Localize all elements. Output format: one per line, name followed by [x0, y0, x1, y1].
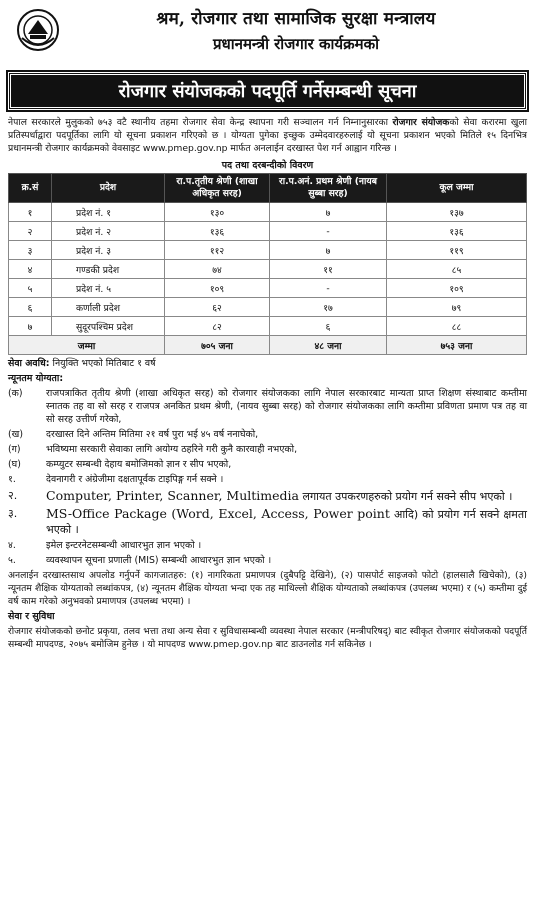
computer-skill-key: २. [8, 489, 18, 502]
table-row [9, 260, 527, 279]
computer-skill-desc: आदि) को प्रयोग गर्न सक्ने क्षमता भएको । [46, 508, 527, 536]
qualification-key: (क) [8, 388, 23, 399]
intro-bold: रोजगार संयोजक [392, 117, 450, 128]
computer-skill-key: १. [8, 474, 16, 485]
table-header-row [9, 174, 527, 203]
service-period [8, 357, 527, 370]
qualification-item [8, 428, 527, 441]
computer-skill-key: ३. [8, 507, 18, 520]
computer-skill-english: MS-Office Package (Word, Excel, Access, Power point [46, 506, 390, 521]
program-title: प्रधानमन्त्री रोजगार कार्यक्रमको [212, 35, 380, 53]
computer-skill-item [8, 539, 527, 552]
col-header-sn: क्र.सं [9, 174, 52, 203]
cell-total: ८८ [387, 317, 527, 336]
intro-paragraph [8, 116, 527, 155]
qualification-text: कम्प्युटर सम्बन्धी देहाय बमोजिमको ज्ञान र सीप भएको, [46, 459, 232, 470]
qualification-key: (ख) [8, 429, 23, 440]
total-all: ७५३ जना [387, 336, 527, 355]
qualification-text: राजपत्राकित तृतीय श्रेणी (शाखा अधिकृत सरह) को रोजगार संयोजकका लागि नेपाल सरकारबाट मान्यता प्राप्त शिक्षण संस्थाबाट कम्तीमा स्नातक तह वा सो सरह र राजपत्र अनकित प्रथम श्रेणी, (नायव सुब्बा सरह) को रोजगार संयोजकका लागि कम्तीमा प्रविणता प्रमाण पत्र तह वा सो सरह उत्तीर्ण गरेको, [46, 388, 527, 425]
computer-skill-desc: इमेल इन्टरनेटसम्बन्धी आधारभुत ज्ञान भएको । [46, 540, 202, 551]
cell-province: प्रदेश नं. २ [52, 222, 165, 241]
qualification-item [8, 443, 527, 456]
computer-skill-text [46, 539, 527, 552]
qualification-item [8, 387, 527, 426]
qualification-text: दरखास्त दिने अन्तिम मितिमा २१ वर्ष पुरा भई ४५ वर्ष ननाघेको, [46, 429, 259, 440]
computer-skill-item [8, 473, 527, 486]
cell-subba: ६ [270, 317, 387, 336]
government-emblem-icon [16, 8, 60, 52]
cell-subba: ११ [270, 260, 387, 279]
computer-skill-item [8, 506, 527, 537]
computer-skill-english: (MIS) [134, 555, 159, 566]
cell-sn: ७ [9, 317, 52, 336]
posts-table [8, 173, 527, 355]
cell-officer: १३० [165, 203, 270, 222]
cell-province: प्रदेश नं. १ [52, 203, 165, 222]
computer-skill-desc: देवनागरी र अंग्रेजीमा दक्षतापूर्वक टाइपिङ्ग गर्न सक्ने । [46, 474, 224, 485]
ministry-title: श्रम, रोजगार तथा सामाजिक सुरक्षा मन्त्रालय [156, 9, 436, 29]
cell-total: ८५ [387, 260, 527, 279]
cell-officer: १३६ [165, 222, 270, 241]
cell-subba: - [270, 279, 387, 298]
cell-sn: ६ [9, 298, 52, 317]
table-row [9, 298, 527, 317]
services-paragraph: रोजगार संयोजकको छनोट प्रकृया, तलव भत्ता तथा अन्य सेवा र सुविधासम्बन्धी व्यवस्था नेपाल सरकार (मन्त्रीपरिषद्) बाट स्वीकृत रोजगार संयोजकको पदपूर्ति सम्बन्धी मापदण्ड, २०७५ बमोजिम हुनेछ । यो मापदण्ड www.pmep.gov.np बाट डाउनलोड गर्न सकिनेछ । [8, 626, 527, 650]
cell-province: कर्णाली प्रदेश [52, 298, 165, 317]
computer-skill-desc: लगायत उपकरणहरुको प्रयोग गर्न सक्ने सीप भएको । [299, 490, 513, 503]
cell-subba: ७ [270, 241, 387, 260]
cell-sn: ५ [9, 279, 52, 298]
col-header-total: कूल जम्मा [387, 174, 527, 203]
qualification-heading-text: न्यूनतम योग्यता: [8, 373, 64, 384]
cell-officer: ८२ [165, 317, 270, 336]
services-heading-text: सेवा र सुविधा [8, 611, 55, 622]
qualification-heading [8, 372, 527, 385]
cell-subba: १७ [270, 298, 387, 317]
computer-skill-key: ४. [8, 540, 16, 551]
notice-banner: रोजगार संयोजकको पदपूर्ति गर्नेसम्बन्धी सूचना [8, 72, 527, 110]
cell-officer: ७४ [165, 260, 270, 279]
computer-skill-text [46, 488, 527, 504]
computer-skill-prefix: व्यवस्थापन सूचना प्रणाली [46, 555, 135, 566]
cell-subba: ७ [270, 203, 387, 222]
service-period-text: नियुक्ति भएको मितिबाट १ वर्ष [49, 358, 156, 369]
table-title: पद तथा दरबन्दीको विवरण [221, 160, 314, 171]
cell-officer: ६२ [165, 298, 270, 317]
computer-skill-text [46, 473, 527, 486]
cell-sn: ३ [9, 241, 52, 260]
qualification-key: (घ) [8, 459, 21, 470]
total-subba: ४८ जना [270, 336, 387, 355]
qualification-item [8, 458, 527, 471]
computer-skill-desc: सम्बन्धी आधारभुत ज्ञान भएको । [158, 555, 272, 566]
table-row [9, 241, 527, 260]
col-header-province: प्रदेश [52, 174, 165, 203]
services-heading [8, 610, 527, 623]
computer-skill-item [8, 488, 527, 504]
col-header-subba: रा.प.अनं. प्रथम श्रेणी (नायब सुब्बा सरह) [270, 174, 387, 203]
qualification-key: (ग) [8, 444, 21, 455]
cell-sn: ४ [9, 260, 52, 279]
cell-sn: २ [9, 222, 52, 241]
documents-paragraph: अनलाईन दरखास्तसाथ अपलोड गर्नुपर्ने कागजातहरु: (१) नागरिकता प्रमाणपत्र (दुबैपट्टि देखिने), (२) पासपोर्ट साइजको फोटो (हालसालै खिचेको), (३) न्यूनतम शैक्षिक योग्यताको लब्धांकपत्र, (४) न्यूनतम शैक्षिक योग्यता भन्दा एक तह माथिल्लो शैक्षिक योग्यताको लब्धांकपत्र (उपलब्ध भएमा) र (५) कम्तीमा दुई वर्ष काम गरेको अनुभवको प्रमाणपत्र (उपलब्ध भएमा) । [8, 570, 527, 607]
intro-text-2: को सेवा करारमा खुला प्रतिस्पर्धाद्वारा पदपूर्तिका लागि यो सूचना प्रकाशन गरिएको छ । योग्यता पुगेका इच्छुक उम्मेदवारहरुलाई यो सूचना प्रकाशन भएको मितिले १५ दिनभित्र प्रधानमन्त्री रोजगार कार्यक्रमको वेवसाइट www.pmep.gov.np मार्फत अनलाईन दरखास्त पेश गर्न आह्वान गरिन्छ । [8, 117, 527, 154]
total-label: जम्मा [9, 336, 165, 355]
cell-province: गण्डकी प्रदेश [52, 260, 165, 279]
cell-sn: १ [9, 203, 52, 222]
qualification-list [8, 387, 527, 471]
computer-skill-english: Computer, Printer, Scanner, Multimedia [46, 488, 300, 503]
cell-officer: ११२ [165, 241, 270, 260]
computer-skill-key: ५. [8, 555, 16, 566]
computer-skill-item [8, 554, 527, 567]
computer-skills-list [8, 473, 527, 567]
computer-skill-text [46, 554, 527, 567]
service-period-label: सेवा अवधि: [8, 358, 50, 369]
table-total-row [9, 336, 527, 355]
qualification-text: भविष्यमा सरकारी सेवाका लागि अयोग्य ठहरिने गरी कुनै कारवाही नभएको, [46, 444, 298, 455]
cell-province: सुदूरपश्चिम प्रदेश [52, 317, 165, 336]
cell-total: ७९ [387, 298, 527, 317]
cell-subba: - [270, 222, 387, 241]
col-header-officer: रा.प.तृतीय श्रेणी (शाखा अधिकृत सरह) [165, 174, 270, 203]
table-row [9, 317, 527, 336]
cell-total: १०९ [387, 279, 527, 298]
total-officer: ७०५ जना [165, 336, 270, 355]
table-row [9, 222, 527, 241]
cell-total: १३६ [387, 222, 527, 241]
notice-header [8, 4, 527, 66]
computer-skill-text [46, 506, 527, 537]
table-row [9, 203, 527, 222]
cell-officer: १०९ [165, 279, 270, 298]
table-row [9, 279, 527, 298]
cell-province: प्रदेश नं. ३ [52, 241, 165, 260]
intro-text-1: नेपाल सरकारले मुलुकको ७५३ वटै स्थानीय तहमा रोजगार सेवा केन्द्र स्थापना गरी सञ्चालन गर्न निम्नानुसारका [8, 117, 393, 128]
cell-province: प्रदेश नं. ५ [52, 279, 165, 298]
cell-total: ११९ [387, 241, 527, 260]
cell-total: १३७ [387, 203, 527, 222]
